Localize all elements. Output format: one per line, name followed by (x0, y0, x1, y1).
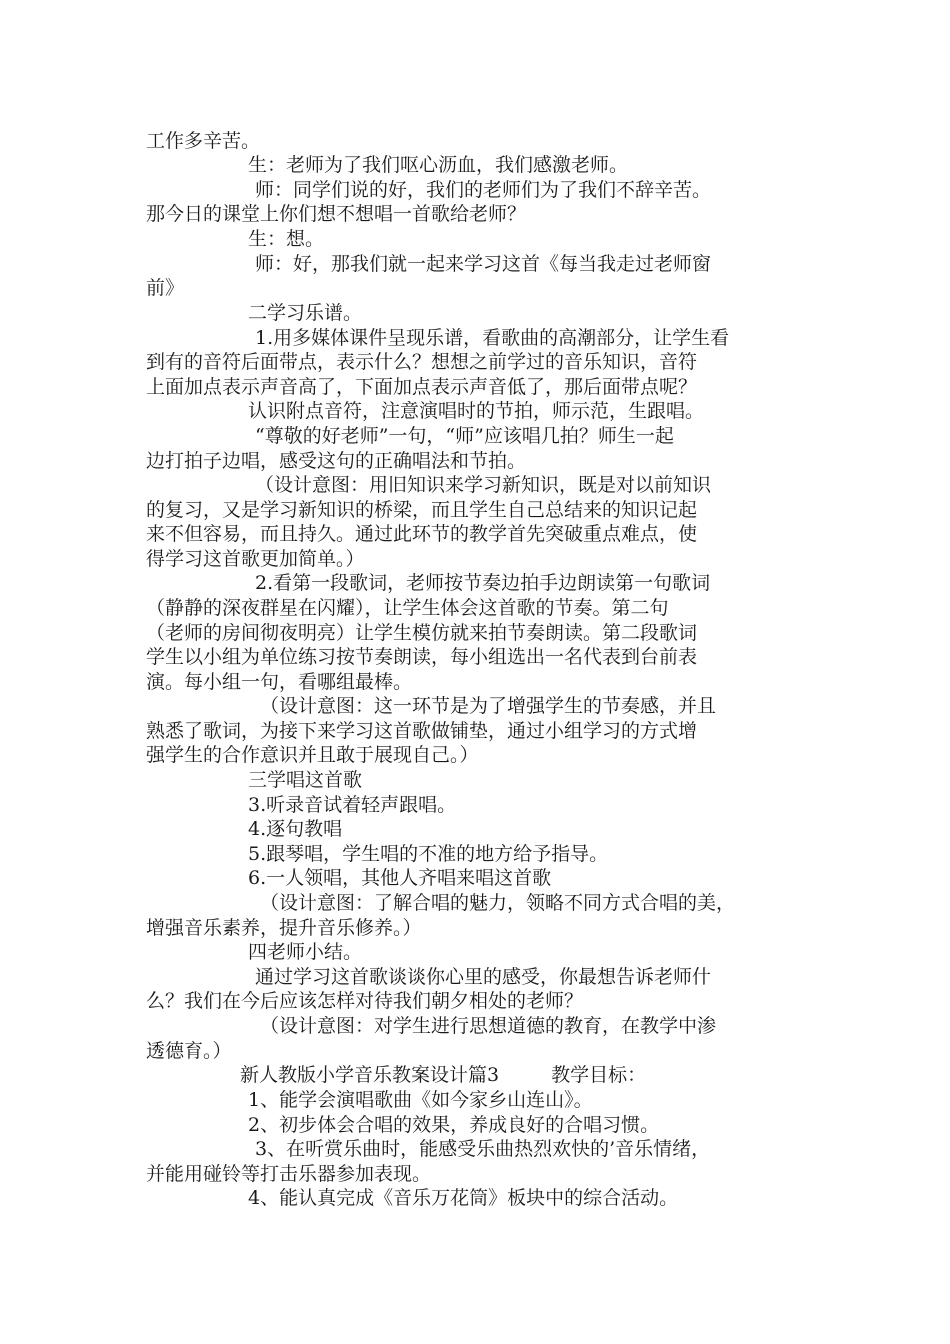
text-line: 4.逐句教唱 (248, 818, 343, 840)
text-line: （静静的深夜群星在闪耀），让学生体会这首歌的节奏。第二句 (146, 597, 669, 619)
text-line: 上面加点表示声音高了，下面加点表示声音低了，那后面带点呢？ (146, 376, 698, 398)
list-item: 2、初步体会合唱的效果，养成良好的合唱习惯。 (248, 1114, 660, 1136)
text-line: 师：同学们说的好，我们的老师们为了我们不辞辛苦。 (255, 179, 712, 201)
text-line: 到有的音符后面带点，表示什么？想想之前学过的音乐知识，音符 (146, 351, 698, 373)
list-item: 4、能认真完成《音乐万花筒》板块中的综合活动。 (248, 1187, 679, 1209)
text-line: 生：老师为了我们呕心沥血，我们感激老师。 (248, 154, 629, 176)
text-line: 来不但容易，而且持久。通过此环节的教学首先突破重点难点，使 (146, 523, 698, 545)
text-line: 得学习这首歌更加简单。） (146, 548, 365, 570)
text-line: 增强音乐素养，提升音乐修养。） (146, 917, 422, 939)
list-item: 3、在听赏乐曲时，能感受乐曲热烈欢快的’音乐情绪， (255, 1138, 711, 1160)
text-line: （老师的房间彻夜明亮）让学生模仿就来拍节奏朗读。第二段歌词 (146, 622, 698, 644)
text-line: （设计意图：这一环节是为了增强学生的节奏感，并且 (260, 695, 717, 717)
text-line: 熟悉了歌词，为接下来学习这首歌做铺垫，通过小组学习的方式增 (146, 720, 698, 742)
text-line: 前》 (146, 277, 185, 299)
text-line: 强学生的合作意识并且敢于展现自己。） (146, 744, 479, 766)
text-line: 2.看第一段歌词，老师按节奏边拍手边朗读第一句歌词 (255, 572, 711, 594)
text-line: 5.跟琴唱，学生唱的不准的地方给予指导。 (248, 843, 609, 865)
text-line: 学生以小组为单位练习按节奏朗读，每小组选出一名代表到台前表 (146, 646, 698, 668)
text-line: （设计意图：用旧知识来学习新知识，既是对以前知识 (255, 474, 712, 496)
text-line: 生：想。 (248, 228, 325, 250)
text-line: 3.听录音试着轻声跟唱。 (248, 794, 457, 816)
section-heading: 二学习乐谱。 (248, 302, 363, 324)
section-heading: 三学唱这首歌 (248, 769, 363, 791)
section-title-text: 新人教版小学音乐教案设计篇3 (240, 1064, 500, 1086)
text-line: 通过学习这首歌谈谈你心里的感受，你最想告诉老师什 (255, 966, 712, 988)
text-line: 认识附点音符，注意演唱时的节拍，师示范，生跟唱。 (248, 400, 705, 422)
text-line: 边打拍子边唱，感受这句的正确唱法和节拍。 (146, 450, 527, 472)
text-line: 工作多辛苦。 (146, 130, 261, 152)
text-line: （设计意图：对学生进行思想道德的教育，在教学中渗 (260, 1015, 717, 1037)
text-line: 那今日的课堂上你们想不想唱一首歌给老师？ (146, 203, 527, 225)
text-line: 师：好，那我们就一起来学习这首《每当我走过老师窗 (255, 253, 712, 275)
text-line: 6.一人领唱，其他人齐唱来唱这首歌 (248, 867, 552, 889)
section-title (240, 1063, 646, 1087)
text-line: “尊敬的好老师”一句，“师”应该唱几拍？师生一起 (255, 425, 674, 447)
list-item: 1、能学会演唱歌曲《如今家乡山连山》。 (248, 1089, 593, 1111)
text-line: 的复习，又是学习新知识的桥梁，而且学生自己总结来的知识记起 (146, 499, 698, 521)
text-line: （设计意图：了解合唱的魅力，领略不同方式合唱的美， (260, 892, 736, 914)
text-line: 演。每小组一句，看哪组最棒。 (146, 671, 413, 693)
objectives-label: 教学目标： (551, 1064, 647, 1086)
text-line: 么？我们在今后应该怎样对待我们朝夕相处的老师？ (146, 990, 584, 1012)
text-line: 透德育。） (146, 1040, 232, 1062)
text-line: 并能用碰铃等打击乐器参加表现。 (146, 1163, 432, 1185)
text-line: 1.用多媒体课件呈现乐谱，看歌曲的高潮部分，让学生看 (255, 327, 730, 349)
section-heading: 四老师小结。 (248, 941, 363, 963)
